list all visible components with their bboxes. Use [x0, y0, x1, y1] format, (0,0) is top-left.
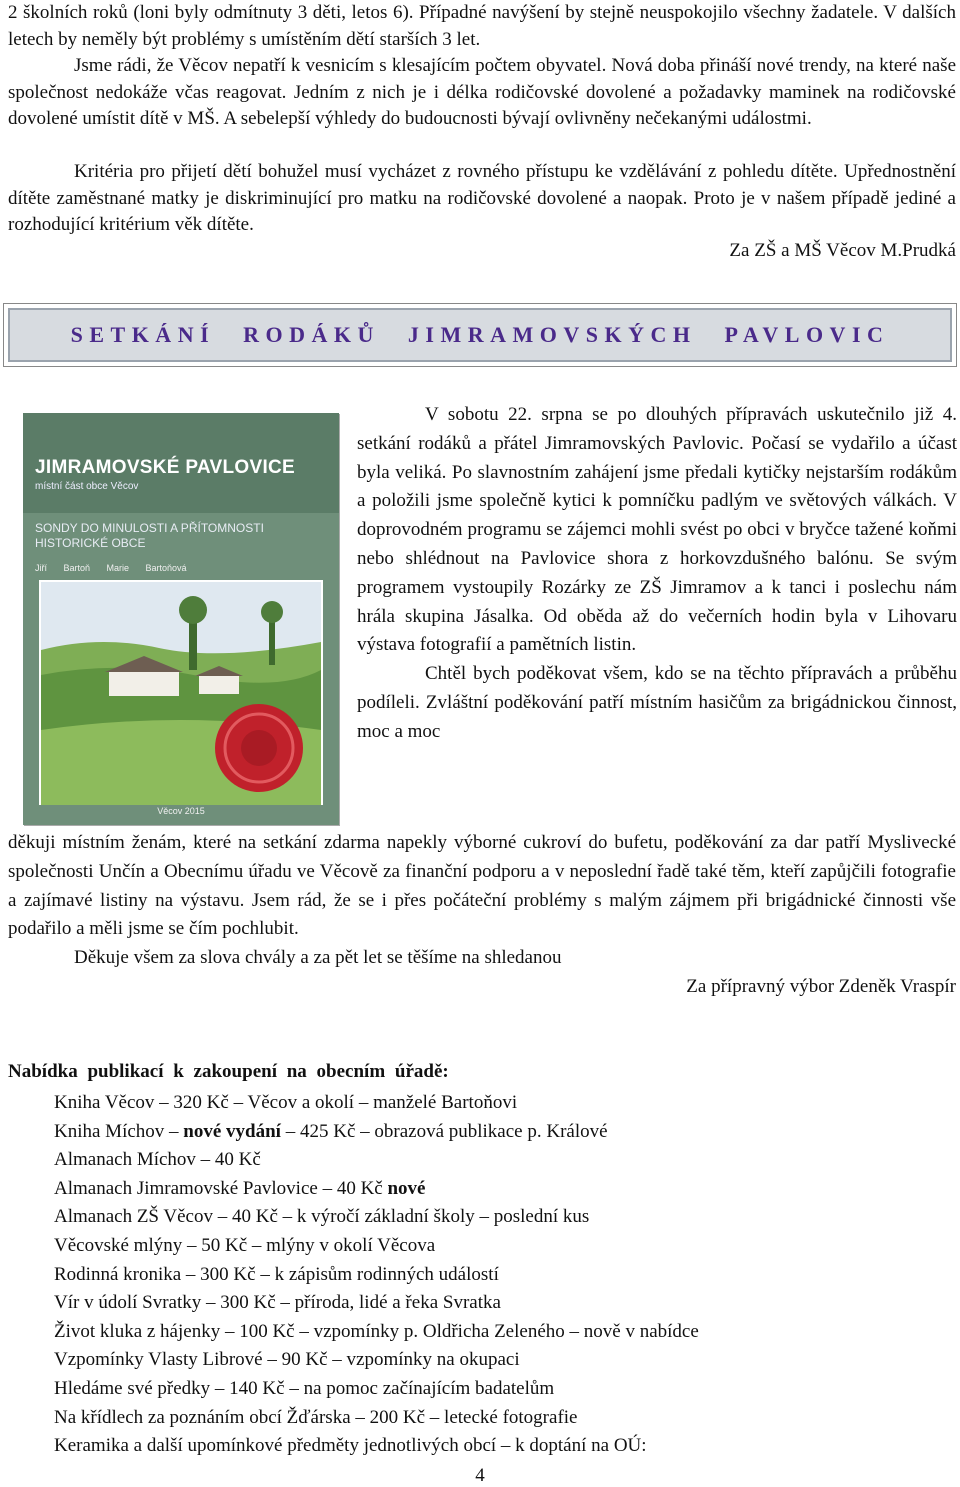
article-paragraph-1: V sobotu 22. srpna se po dlouhých přípravách uskutečnilo již 4. setkání rodáků a přátel Jimramovských Pavlovic. Počasí se vydařilo a účast byla veliká. Po slavnostním zahájení jsme předali kytičky nejstarším rodákům a položili jsme společně kytici k pomníčku padlým ve světových válkách. V doprovodném programu se zájemci mohli svést po obci v bryčce tažené koňmi nebo shlédnout na Pavlovice shora z horkovzdušného balónu. Se svým programem vystoupily Rozárky ze ZŠ Jimramov a k tanci i poslechu nám hrála skupina Jásalka. Od oběda až do večerních hodin byla v Lihovaru výstava fotografií a pamětních listin.	[357, 404, 957, 656]
cover-photo-icon	[39, 580, 323, 805]
cover-subtitle: místní část obce Věcov	[35, 481, 139, 492]
intro-paragraph-3: Kritéria pro přijetí dětí bohužel musí vycházet z rovného přístupu ke vzdělávání z pohledu dítěte. Upřednostnění dítěte zaměstnané matky je diskriminující pro matku na rodičovské dovolené a naopak. Proto je v našem případě jediné a rozhodující kritérium věk dítěte.	[8, 161, 956, 235]
book-cover-image	[23, 413, 339, 825]
list-item: Vzpomínky Vlasty Librové – 90 Kč – vzpomínky na okupaci	[54, 1349, 520, 1371]
cover-footer: Věcov 2015	[157, 806, 205, 816]
article-signature: Za přípravný výbor Zdeněk Vraspír	[686, 975, 956, 997]
list-item: Hledáme své předky – 140 Kč – na pomoc začínajícím badatelům	[54, 1377, 555, 1399]
article-column	[357, 401, 957, 747]
list-item: Almanach ZŠ Věcov – 40 Kč – k výročí základní školy – poslední kus	[54, 1206, 590, 1228]
list-item: Kniha Míchov – nové vydání – 425 Kč – obrazová publikace p. Králové	[54, 1120, 608, 1142]
list-item: Almanach Míchov – 40 Kč	[54, 1149, 261, 1171]
intro-signature: Za ZŠ a MŠ Věcov M.Prudká	[729, 240, 956, 261]
list-item: Keramika a další upomínkové předměty jednotlivých obcí – k doptání na OÚ:	[54, 1435, 647, 1457]
article-paragraph-3: Děkuje všem za slova chvály a za pět let se těšíme na shledanou	[74, 947, 562, 969]
article-paragraph-2a: Chtěl bych poděkovat všem, kdo se na těchto přípravách a průběhu podíleli. Zvláštní poděkování patří místním hasičům za brigádnickou činnost, moc a moc	[357, 663, 957, 742]
publications-heading: Nabídka publikací k zakoupení na obecním úřadě:	[8, 1061, 449, 1082]
cover-subtitle2: SONDY DO MINULOSTI A PŘÍTOMNOSTI HISTORICKÉ OBCE	[35, 521, 264, 550]
section-banner	[3, 303, 957, 367]
list-item: Almanach Jimramovské Pavlovice – 40 Kč nové	[54, 1177, 426, 1199]
cover-authors: Jiří Bartoň Marie Bartoňová	[35, 563, 187, 573]
cover-title: JIMRAMOVSKÉ PAVLOVICE	[35, 457, 296, 478]
publications-list	[54, 1089, 699, 1461]
article-paragraph-2b: děkuji místním ženám, které na setkání zdarma napekly výborné cukroví do bufetu, poděkování za dar patří Myslivecké společnosti Unčín a Obecnímu úřadu ve Věcově za finanční podporu a v neposlední řadě také těm, kteří zapůjčili fotografie a zajímavé listiny na výstavu. Jsem rád, že se i přes počáteční problémy s malým zájmem při brigádnické činnosti vše podařilo a měli jsme se čím pochlubit.	[8, 832, 956, 940]
page-number: 4	[475, 1465, 485, 1486]
intro-paragraph-1: 2 školních roků (loni byly odmítnuty 3 děti, letos 6). Případné navýšení by stejně neuspokojilo všechny žadatele. V dalších letech by neměly být problémy s umístěním dětí starších 3 let.	[8, 2, 956, 50]
article-full-width	[8, 829, 956, 1002]
banner-title: SETKÁNÍ RODÁKŮ JIMRAMOVSKÝCH PAVLOVIC	[70, 322, 890, 347]
intro-paragraph-2: Jsme rádi, že Věcov nepatří k vesnicím s klesajícím počtem obyvatel. Nová doba přináší nové trendy, na které naše společnost nedokáže včas reagovat. Jedním z nich je i délka rodičovské dovolené a požadavky maminek na rodičovské dovolené umístit dítě v MŠ. A sebelepší výhledy do budoucnosti bývají ovlivněny nečekanými událostmi.	[8, 55, 956, 129]
list-item: Vír v údolí Svratky – 300 Kč – příroda, lidé a řeka Svratka	[54, 1292, 501, 1314]
list-item: Věcovské mlýny – 50 Kč – mlýny v okolí Věcova	[54, 1234, 436, 1256]
list-item: Rodinná kronika – 300 Kč – k zápisům rodinných událostí	[54, 1263, 499, 1285]
list-item: Na křídlech za poznáním obcí Žďárska – 200 Kč – letecké fotografie	[54, 1406, 578, 1428]
list-item: Život kluka z hájenky – 100 Kč – vzpomínky p. Oldřicha Zeleného – nově v nabídce	[54, 1320, 699, 1342]
list-item: Kniha Věcov – 320 Kč – Věcov a okolí – manželé Bartoňovi	[54, 1092, 518, 1113]
